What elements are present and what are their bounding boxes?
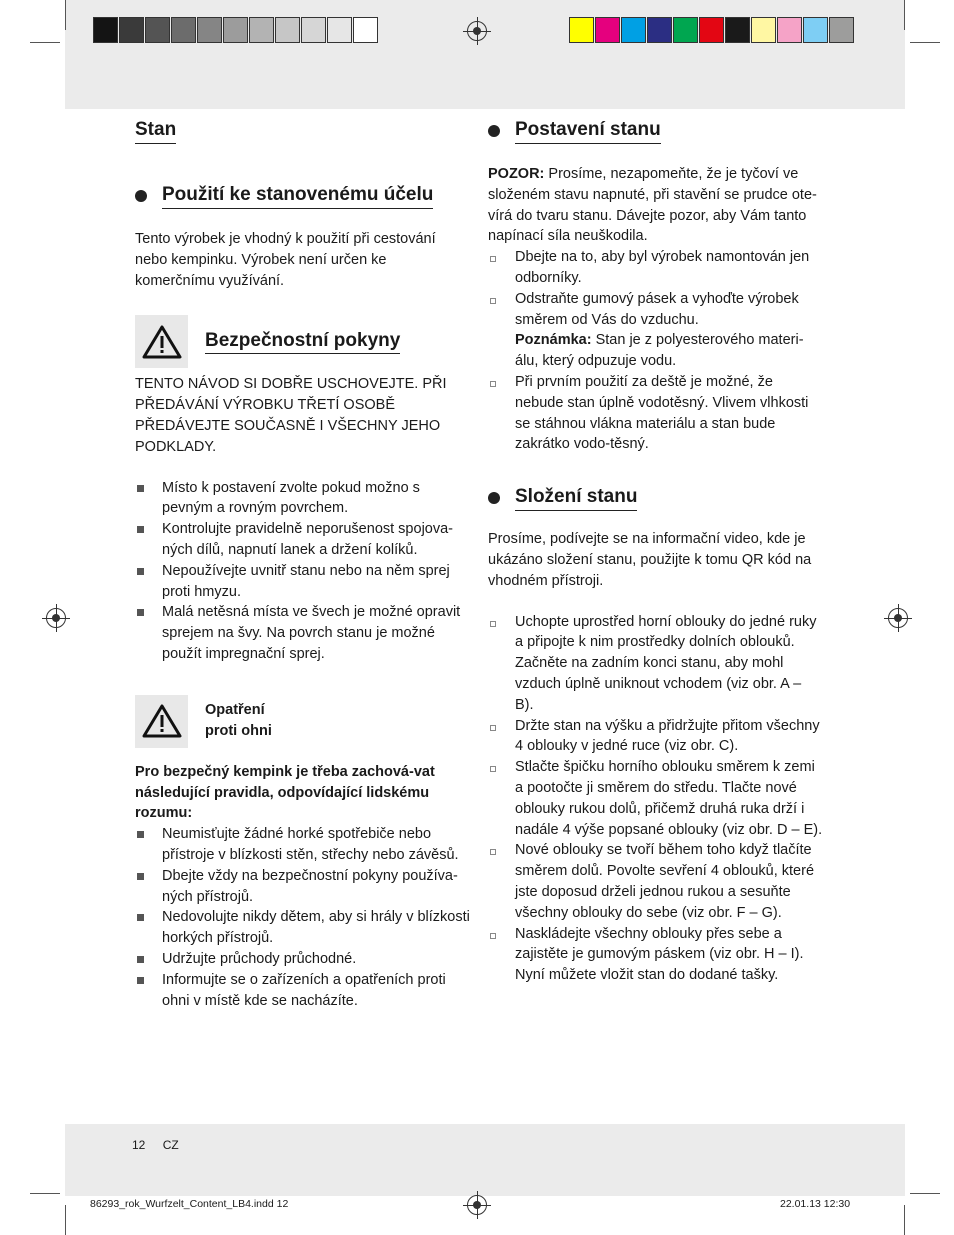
warning-triangle-icon (135, 695, 188, 748)
color-swatch (621, 17, 646, 43)
gray-swatch (327, 17, 352, 43)
language-code: CZ (162, 1138, 179, 1152)
left-column (135, 118, 470, 1011)
setup-caution (488, 164, 823, 247)
intended-use-heading-row (135, 183, 470, 209)
intended-use-heading: Použití ke stanovenému účelu (162, 183, 433, 209)
caution-label: POZOR: (488, 166, 545, 182)
fold-heading-row (488, 485, 823, 511)
color-swatch (647, 17, 672, 43)
list-item: Nedovolujte nikdy dětem, aby si hrály v blízkosti horkých přístrojů. (135, 907, 470, 949)
gray-swatch (249, 17, 274, 43)
list-item: Informujte se o zařízeních a opatřeních proti ohni v místě kde se nacházíte. (135, 970, 470, 1012)
list-item: Odstraňte gumový pásek a vyhoďte výrobek směrem od Vás do vzduchu. (488, 289, 823, 331)
color-swatch (699, 17, 724, 43)
safety-list (135, 478, 470, 665)
crop-mark (904, 0, 905, 30)
crop-mark (910, 1193, 940, 1194)
list-item: Kontrolujte pravidelně neporušenost spojova-ných dílů, napnutí lanek a držení kolíků. (135, 519, 470, 561)
fold-intro: Prosíme, podívejte se na informační video, kde je ukázáno složení stanu, použijte k tomu QR kód na vhodném přístroji. (488, 531, 812, 589)
list-item: Dbejte vždy na bezpečnostní pokyny používa-ných přístrojů. (135, 866, 470, 908)
heading-bullet-icon (135, 190, 147, 202)
grayscale-color-bar (93, 17, 379, 43)
crop-mark (65, 1205, 66, 1235)
fold-list (488, 612, 823, 986)
crop-mark (910, 42, 940, 43)
crop-mark (30, 42, 60, 43)
setup-heading: Postavení stanu (515, 118, 661, 144)
note-label: Poznámka: (515, 332, 592, 349)
gray-swatch (223, 17, 248, 43)
warning-triangle-icon (135, 315, 188, 368)
gray-swatch (353, 17, 378, 43)
process-color-bar (569, 17, 855, 43)
list-item: Malá netěsná místa ve švech je možné opravit sprejem na švy. Na povrch stanu je možné použít impregnační sprej. (135, 602, 470, 664)
gray-swatch (93, 17, 118, 43)
list-item: Nové oblouky se tvoří během toho když tlačíte směrem dolů. Povolte sevření 4 oblouků, které jste doposud drželi jednou rukou a sesuňte všechny oblouky do sebe (viz obr. F – G). (488, 840, 823, 923)
color-swatch (777, 17, 802, 43)
crop-mark (30, 1193, 60, 1194)
color-swatch (569, 17, 594, 43)
fire-heading-line1: Opatření (205, 702, 265, 719)
safety-caps-text: TENTO NÁVOD SI DOBŘE USCHOVEJTE. PŘI PŘEDÁVÁNÍ VÝROBKU TŘETÍ OSOBĚ PŘEDÁVEJTE SOUČASNĚ I VŠECHNY JEHO PODKLADY. (135, 376, 447, 455)
gray-swatch (119, 17, 144, 43)
page-number: 12 (132, 1138, 146, 1152)
color-swatch (803, 17, 828, 43)
list-item: Dbejte na to, aby byl výrobek namontován jen odborníky. (488, 247, 823, 289)
gray-swatch (171, 17, 196, 43)
list-item: Uchopte uprostřed horní oblouky do jedné ruky a připojte k nim prostředky dolních oblouků. Začněte na zadním konci stanu, aby mohl vzduch úplně uniknout vchodem (viz obr. A – B). (488, 612, 823, 716)
page-footer (132, 1138, 193, 1152)
setup-list (488, 247, 823, 330)
list-item: Místo k postavení zvolte pokud možno s pevným a rovným povrchem. (135, 478, 470, 520)
setup-list-after (488, 372, 823, 455)
setup-heading-row (488, 118, 823, 144)
fire-intro: Pro bezpečný kempink je třeba zachová-vat následující pravidla, odpovídající lidskému rozumu: (135, 763, 435, 822)
setup-note (488, 330, 823, 372)
crop-mark (65, 0, 66, 30)
footer-band (65, 1124, 905, 1196)
fire-heading-row (135, 695, 470, 748)
list-item: Při prvním použití za deště je možné, že nebude stan úplně vodotěsný. Vlivem vlhkosti se stáhnou vlákna materiálu a stan bude zakrátko vodo-těsný. (488, 372, 823, 455)
crop-mark (904, 1205, 905, 1235)
safety-heading-row (135, 315, 470, 368)
list-item: Udržujte průchody průchodné. (135, 949, 470, 970)
fire-heading-line2: proti ohni (205, 723, 272, 740)
gray-swatch (197, 17, 222, 43)
list-item: Neumisťujte žádné horké spotřebiče nebo přístroje v blízkosti stěn, střechy nebo závěsů. (135, 824, 470, 866)
right-column (488, 118, 823, 986)
note-text: Stan je z polyesterového materi-álu, který odpuzuje vodu. (515, 332, 804, 370)
registration-mark-icon (888, 608, 908, 628)
print-timestamp: 22.01.13 12:30 (780, 1198, 851, 1210)
fire-heading (205, 700, 272, 742)
color-swatch (725, 17, 750, 43)
safety-heading: Bezpečnostní pokyny (205, 329, 400, 354)
color-swatch (595, 17, 620, 43)
list-item: Stlačte špičku horního oblouku směrem k zemi a pootočte ji směrem do středu. Tlačte nové oblouky rukou dolů, přičemž druhá ruka drží i nadále 4 výše popsané oblouky (viz obr. D – E). (488, 757, 823, 840)
file-slug: 86293_rok_Wurfzelt_Content_LB4.indd 12 (90, 1198, 289, 1210)
registration-mark-icon (467, 1195, 487, 1215)
list-item: Nepoužívejte uvnitř stanu nebo na něm sprej proti hmyzu. (135, 561, 470, 603)
gray-swatch (301, 17, 326, 43)
main-title: Stan (135, 118, 176, 144)
list-item: Naskládejte všechny oblouky přes sebe a zajistěte je gumovým páskem (viz obr. H – I). Nyní můžete vložit stan do dodané tašky. (488, 924, 823, 986)
list-item: Držte stan na výšku a přidržujte přitom všechny 4 oblouky v jedné ruce (viz obr. C). (488, 716, 823, 758)
fold-heading: Složení stanu (515, 485, 637, 511)
fire-list (135, 824, 470, 1011)
heading-bullet-icon (488, 492, 500, 504)
color-swatch (751, 17, 776, 43)
color-swatch (673, 17, 698, 43)
caution-text: Prosíme, nezapomeňte, že je tyčoví ve složeném stavu napnuté, při stavění se prudce ote-vírá do tvaru stanu. Dávejte pozor, aby Vám tanto napínací síla neuškodila. (488, 166, 817, 245)
color-swatch (829, 17, 854, 43)
registration-mark-icon (467, 21, 487, 41)
gray-swatch (145, 17, 170, 43)
heading-bullet-icon (488, 125, 500, 137)
gray-swatch (275, 17, 300, 43)
intended-use-text: Tento výrobek je vhodný k použití při cestování nebo kempinku. Výrobek není určen ke komerčnímu využívání. (135, 231, 436, 289)
registration-mark-icon (46, 608, 66, 628)
